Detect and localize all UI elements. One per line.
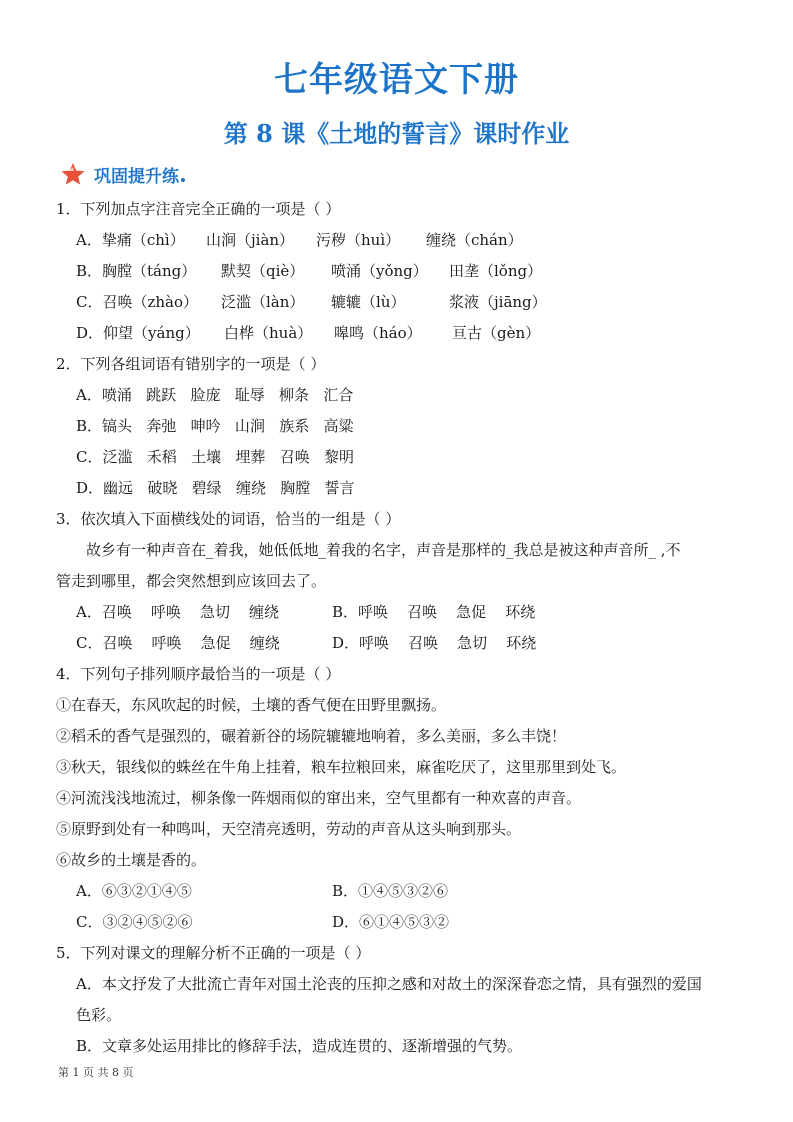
option-item: 缠绕（chán） (426, 231, 523, 249)
question-3-passage: 故乡有一种声音在_着我，她低低地_着我的名字，声音是那样的_我总是被这种声音所_ ,不 (86, 541, 681, 559)
option-item: 嗥鸣（háo） (334, 324, 422, 342)
sentence-item: ⑥故乡的土壤是香的。 (56, 851, 207, 869)
question-5-option-b (56, 1031, 746, 1062)
option-item: D．仰望（yáng） (76, 324, 200, 342)
star-icon (60, 162, 86, 186)
question-2-stem: 2．下列各组词语有错别字的一项是（ ） (56, 355, 326, 373)
option-item: 污秽（huì） (316, 231, 401, 249)
option-text: B．文章多处运用排比的修辞手法，造成连贯的、逐渐增强的气势。 (76, 1037, 523, 1055)
question-3-options-row-2 (56, 628, 746, 659)
option-item: C．召唤 呼唤 急促 缠绕 (76, 634, 280, 652)
option-item: 默契（qiè） (221, 262, 305, 280)
question-1-option-a (56, 225, 746, 256)
sentence-item: ②稻禾的香气是强烈的，碾着新谷的场院辘辘地响着，多么美丽，多么丰饶！ (56, 727, 567, 745)
question-4-stem: 4．下列句子排列顺序最恰当的一项是（ ） (56, 665, 341, 683)
question-1-stem: 1．下列加点字注音完全正确的一项是（ ） (56, 200, 341, 218)
question-5-stem: 5．下列对课文的理解分析不正确的一项是（ ） (56, 944, 371, 962)
question-3-options-row-1 (56, 597, 746, 628)
option-item: A．召唤 呼唤 急切 缠绕 (76, 603, 280, 621)
sentence-item: ④河流浅浅地流过，柳条像一阵烟雨似的窜出来，空气里都有一种欢喜的声音。 (56, 789, 582, 807)
question-1-option-b (56, 256, 746, 287)
lesson-subtitle: 第 8 课《土地的誓言》课时作业 (223, 119, 570, 148)
question-4-options-row-1 (56, 876, 746, 907)
option-item: 辘辘（lù） (331, 293, 406, 311)
option-item: 泛滥（làn） (221, 293, 305, 311)
section-badge (60, 160, 185, 188)
option-item: A．挚痛（chì） (76, 231, 185, 249)
option-item: C．召唤（zhào） (76, 293, 199, 311)
option-item: 浆液（jiāng） (449, 293, 547, 311)
sentence-item: ①在春天，东风吹起的时候，土壤的香气便在田野里飘扬。 (56, 696, 447, 714)
option-item: 亘古（gèn） (452, 324, 541, 342)
option-item: 山涧（jiàn） (206, 231, 295, 249)
sentence-item: ⑤原野到处有一种鸣叫，天空清亮透明，劳动的声音从这头响到那头。 (56, 820, 522, 838)
option-item: D．⑥①④⑤③② (332, 913, 450, 931)
option-item: 白桦（huà） (224, 324, 313, 342)
question-2-option-c: C．泛滥 禾稻 土壤 埋葬 召唤 黎明 (76, 448, 354, 466)
option-item: 田垄（lǒng） (449, 262, 543, 280)
page-footer: 第 1 页 共 8 页 (58, 1066, 134, 1079)
option-item: 喷涌（yǒng） (331, 262, 428, 280)
question-2-option-b: B．镐头 奔弛 呻吟 山涧 族系 高粱 (76, 417, 354, 435)
section-dot (181, 178, 185, 182)
option-text: A．本文抒发了大批流亡青年对国土沦丧的压抑之感和对故土的深深眷恋之情，具有强烈的爱国 (76, 975, 702, 993)
question-2-option-d: D．幽远 破晓 碧绿 缠绕 胸膛 誓言 (76, 479, 355, 497)
question-1-option-c (56, 287, 746, 318)
question-3-stem: 3．依次填入下面横线处的词语，恰当的一组是（ ） (56, 510, 401, 528)
question-1-option-d (56, 318, 746, 349)
question-list (56, 194, 746, 1062)
question-4-options-row-2 (56, 907, 746, 938)
option-item: B．①④⑤③②⑥ (332, 882, 449, 900)
option-item: C．③②④⑤②⑥ (76, 913, 193, 931)
question-2-option-a: A．喷涌 跳跃 脸庞 耻辱 柳条 汇合 (76, 386, 354, 404)
option-item: A．⑥③②①④⑤ (76, 882, 192, 900)
option-item: D．呼唤 召唤 急切 环绕 (332, 634, 537, 652)
document-title: 七年级语文下册 (274, 60, 519, 100)
option-item: B．呼唤 召唤 急促 环绕 (332, 603, 536, 621)
question-5-option-a (56, 969, 746, 1031)
option-text-cont: 色彩。 (76, 1006, 122, 1024)
question-3-passage-cont: 管走到哪里，都会突然想到应该回去了。 (56, 572, 327, 590)
option-item: B．胸膛（táng） (76, 262, 197, 280)
sentence-item: ③秋天，银线似的蛛丝在牛角上挂着，粮车拉粮回来，麻雀吃厌了，这里那里到处飞。 (56, 758, 627, 776)
section-label: 巩固提升练 (94, 166, 179, 187)
